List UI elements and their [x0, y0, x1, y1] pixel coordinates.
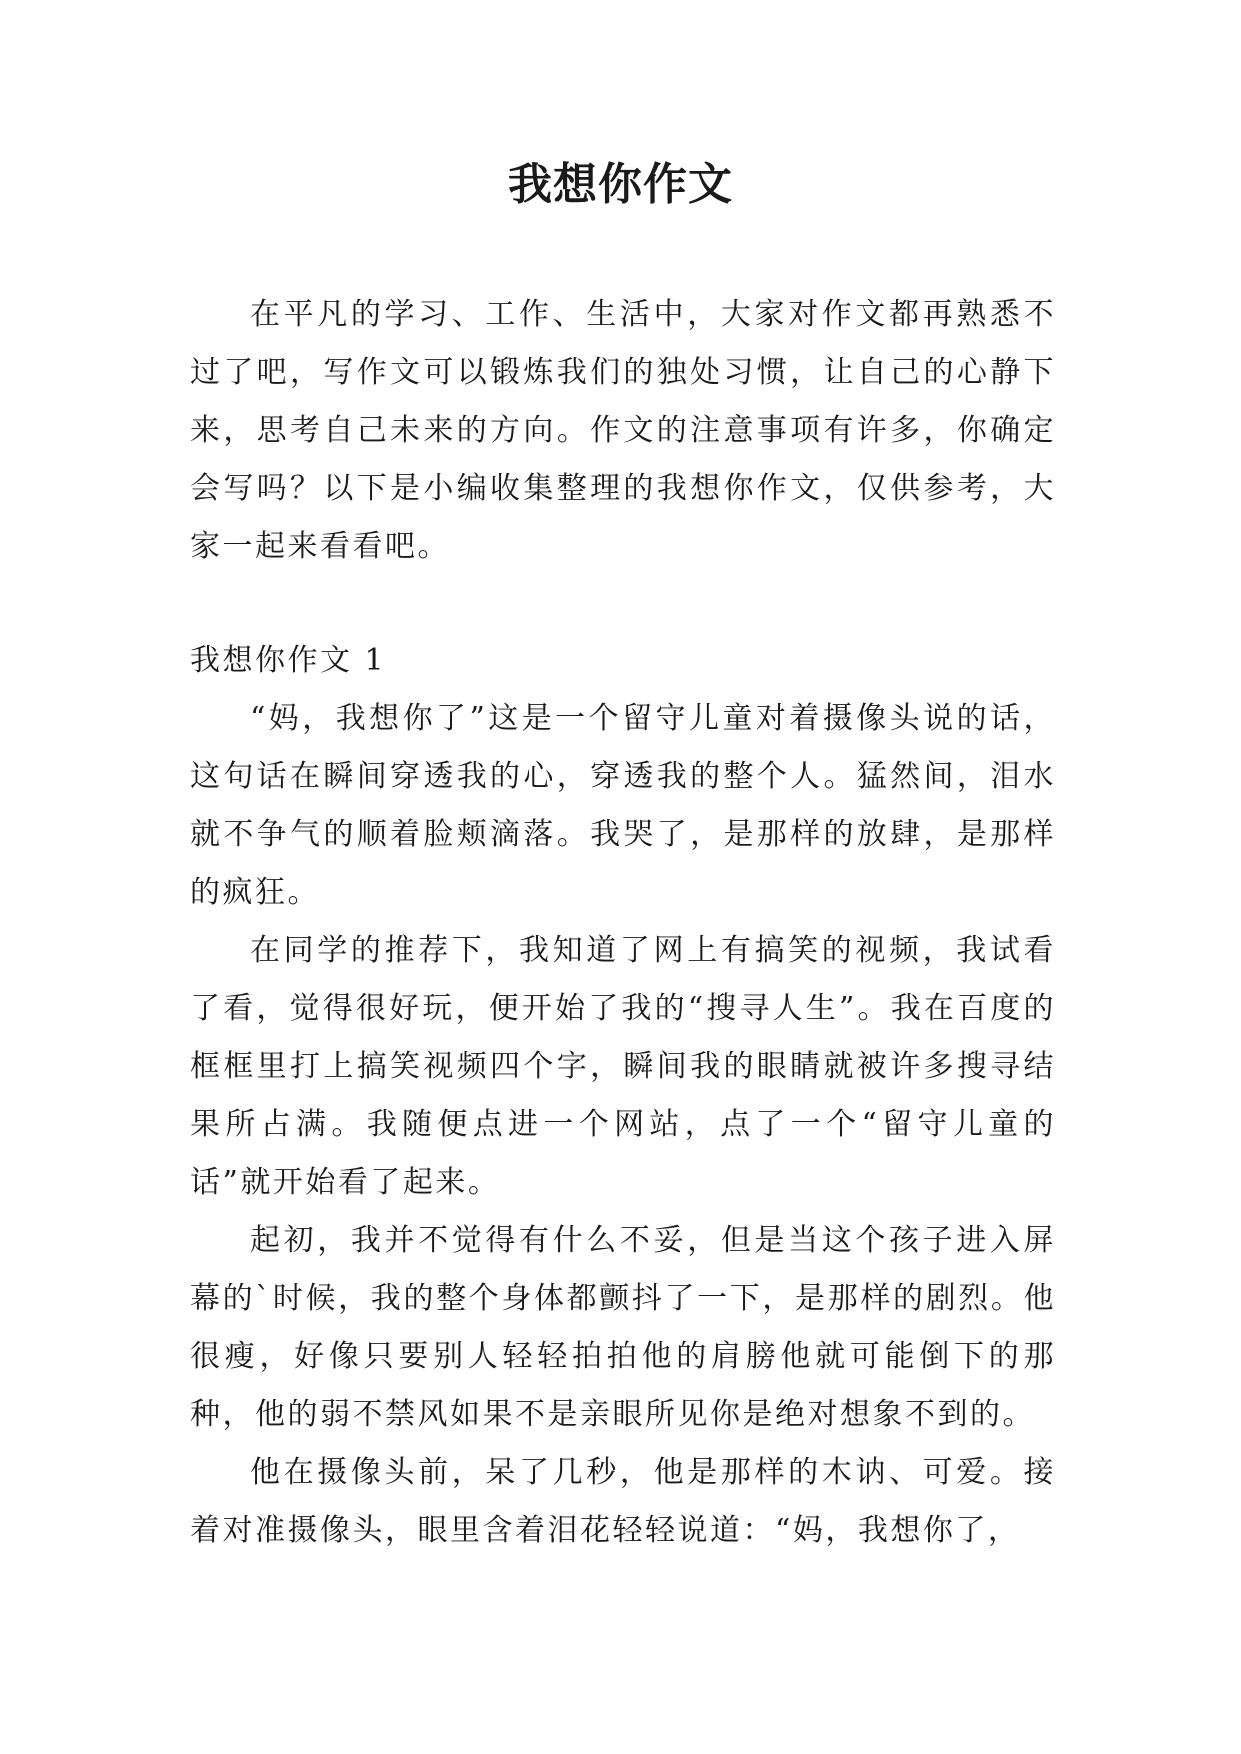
paragraph-gap [190, 576, 1056, 632]
intro-paragraph: 在平凡的学习、工作、生活中，大家对作文都再熟悉不过了吧，写作文可以锻炼我们的独处习惯，让自己的心静下来，思考自己未来的方向。作文的注意事项有许多，你确定会写吗？以下是小编收集整理的我想你作文，仅供参考，大家一起来看看吧。 [190, 297, 1056, 564]
section-paragraph-3: 起初，我并不觉得有什么不妥，但是当这个孩子进入屏幕的`时候，我的整个身体都颤抖了一下，是那样的剧烈。他很瘦，好像只要别人轻轻拍拍他的肩膀他就可能倒下的那种，他的弱不禁风如果不是亲眼所见你是绝对想象不到的。 [190, 1223, 1056, 1432]
section-paragraph-1: “妈，我想你了”这是一个留守儿童对着摄像头说的话，这句话在瞬间穿透我的心，穿透我的整个人。猛然间，泪水就不争气的顺着脸颊滴落。我哭了，是那样的放肆，是那样的疯狂。 [190, 701, 1056, 910]
section-paragraph-2: 在同学的推荐下，我知道了网上有搞笑的视频，我试看了看，觉得很好玩，便开始了我的“搜寻人生”。我在百度的框框里打上搞笑视频四个字，瞬间我的眼睛就被许多搜寻结果所占满。我随便点进一个网站，点了一个“留守儿童的话”就开始看了起来。 [190, 933, 1056, 1200]
section-paragraph-4: 他在摄像头前，呆了几秒，他是那样的木讷、可爱。接着对准摄像头，眼里含着泪花轻轻说道：“妈，我想你了， [190, 1455, 1056, 1548]
document-title: 我想你作文 [508, 159, 733, 210]
section-heading: 我想你作文 1 [190, 643, 387, 678]
document-body [190, 286, 1056, 1560]
